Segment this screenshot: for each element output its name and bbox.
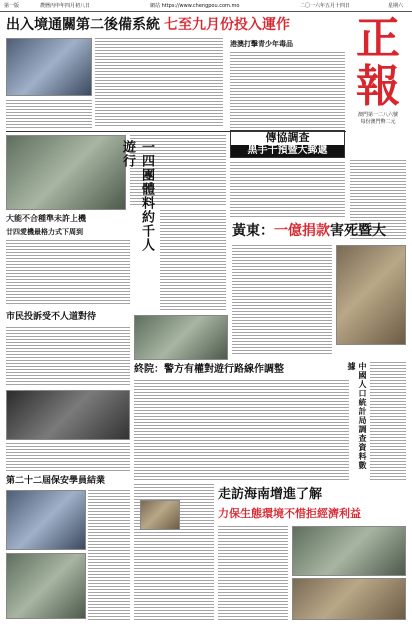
graduation-photo [6, 490, 86, 550]
group-meeting-photo [134, 315, 228, 360]
top-bar [0, 0, 412, 12]
section-label: 第一版 [4, 3, 20, 9]
chuan-xie-box [230, 130, 345, 158]
no-tax-subtitle: 廿四愛機最格力式下周到 [6, 228, 83, 236]
huang-portrait [336, 245, 406, 345]
article-body-8 [6, 327, 130, 387]
huang-title-rest: 害死暨大 [330, 223, 386, 239]
warehouse-photo [6, 135, 126, 210]
right-headline-1: 港澳打擊青少年毒品 [230, 40, 293, 48]
masthead-char-1: 正 [356, 13, 400, 64]
top-headline-red: 七至九月份投入運作 [164, 17, 290, 33]
article-body-1 [95, 38, 223, 128]
no-tax-title: 大能不合種準未許上機 [6, 214, 86, 223]
article-body-6 [6, 240, 130, 305]
chuan-xie-title: 傳協調查 [265, 131, 310, 144]
article-body-11 [6, 443, 130, 471]
interview-photo [6, 390, 130, 440]
article-body-7 [232, 245, 332, 355]
huang-title-red: 一億捐款 [274, 223, 330, 239]
yi-headline: 一四團體料約千人遊行 [120, 140, 154, 252]
weekday: 星期六 [388, 3, 404, 9]
zhongjing-title: 終院：警方有權對遊行路線作調整 [134, 364, 284, 375]
article-body-2 [230, 52, 345, 128]
website-link[interactable]: 網站 https://www.chengpou.com.mo [150, 3, 240, 9]
article-body-9 [134, 380, 349, 480]
shimin-title: 市民投訴受不人道對待 [6, 312, 97, 322]
masthead-char-2: 報 [356, 61, 400, 112]
hainan-photo-1 [292, 526, 406, 576]
city-photo [6, 553, 86, 619]
article-body-4 [160, 210, 226, 310]
hainan-photo-2 [292, 578, 406, 620]
article-body-5 [230, 162, 345, 217]
masthead-edition: 澳門第一二八六號 [357, 112, 398, 118]
masthead [350, 15, 406, 160]
lunar-date: 農曆丙申年四月初八日 [40, 3, 91, 9]
small-portrait [140, 500, 180, 530]
vertical-right-headline: 中國人口統計局調查資料數據 [347, 362, 367, 470]
hainan-title: 走訪海南增進了解 [218, 487, 323, 502]
article-body-14 [218, 526, 288, 620]
huang-headline [232, 220, 406, 242]
hainan-subtitle: 力保生態環境不惜拒經濟利益 [218, 507, 361, 520]
security-title: 第二十二屆保安學員結業 [6, 476, 106, 486]
top-headline [6, 15, 346, 35]
masthead-price: 每份澳門幣二元 [360, 119, 396, 125]
official-photo [6, 38, 92, 96]
top-headline-main: 出入境通關第二後備系統 [6, 17, 160, 33]
western-date: 二〇一六年五月十四日 [300, 3, 351, 9]
photo-caption-1 [6, 100, 92, 128]
article-body-12 [88, 490, 130, 620]
article-body-10 [370, 362, 406, 480]
heishou-title: 黑手干預暨大郵遞 [231, 145, 344, 157]
huang-title-black: 黃東： [232, 223, 274, 239]
